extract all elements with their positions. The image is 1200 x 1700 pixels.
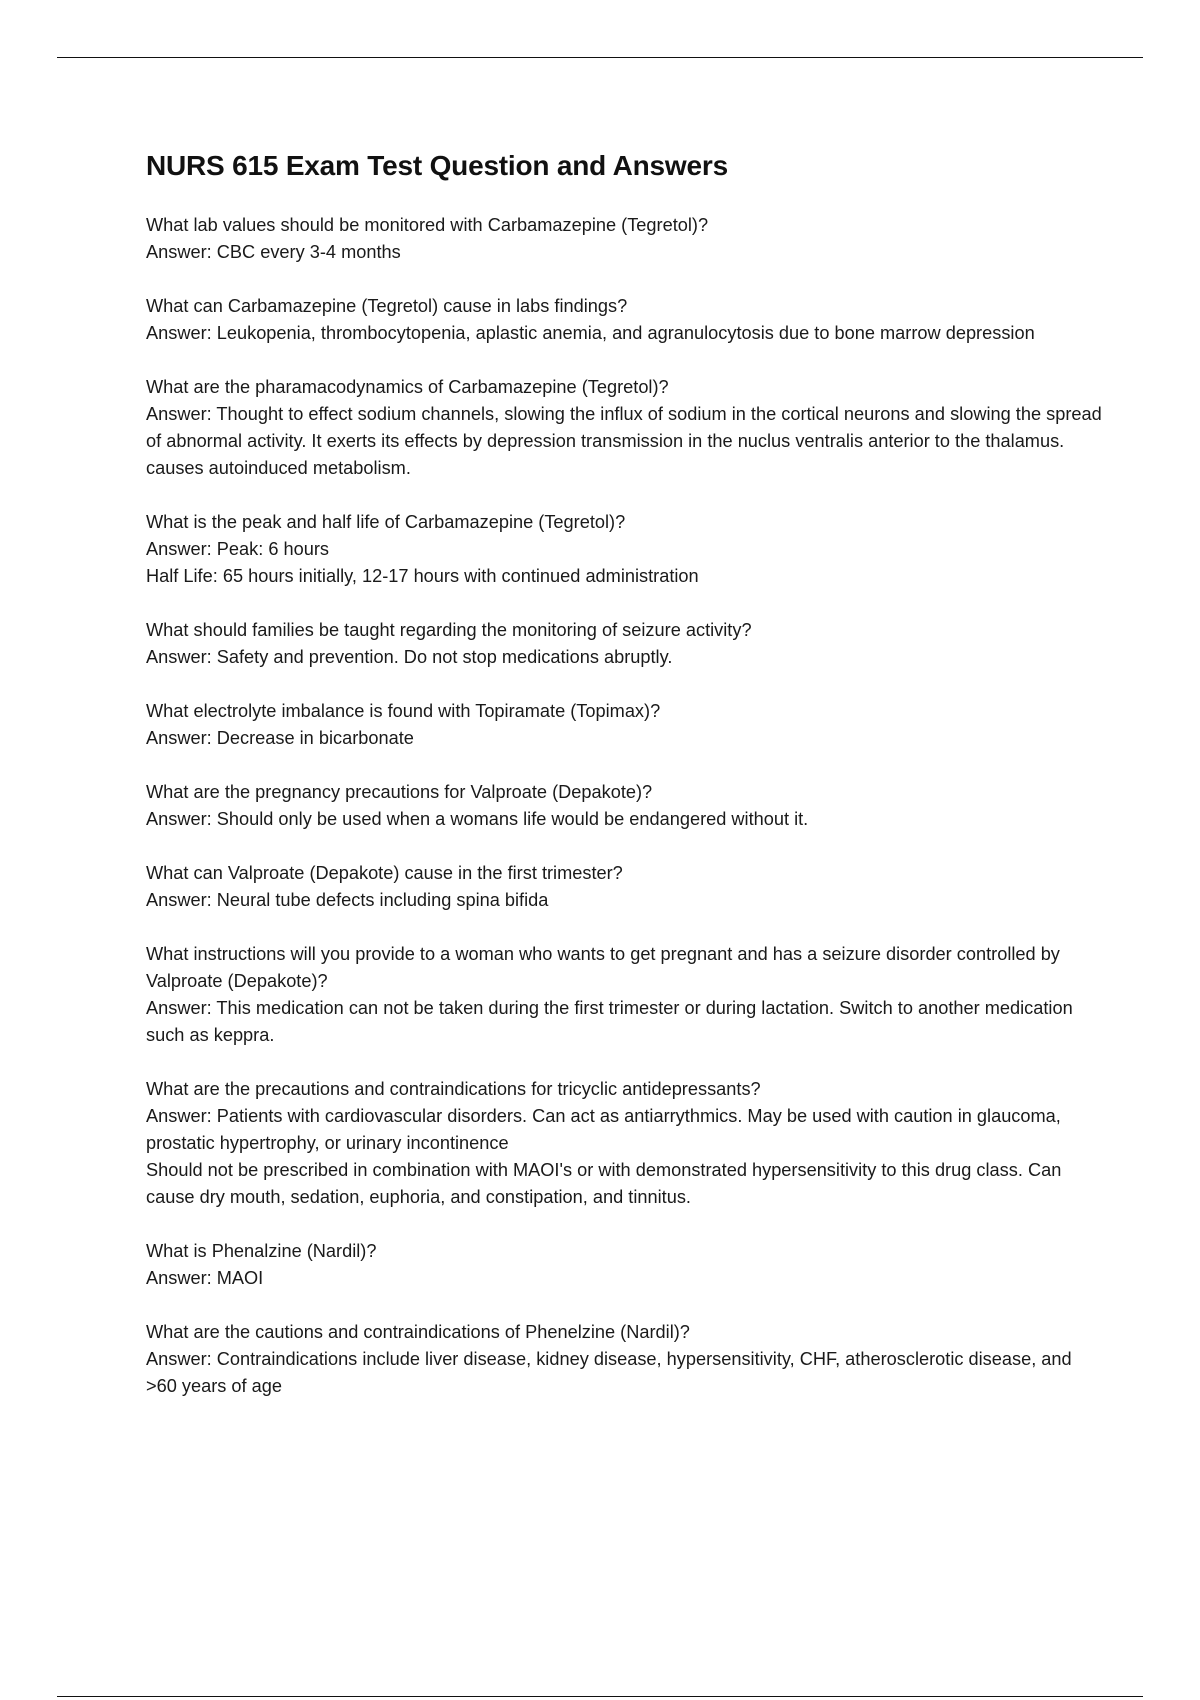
question-text: What are the cautions and contraindications of Phenelzine (Nardil)?	[146, 1322, 690, 1342]
bottom-rule	[57, 1696, 1143, 1697]
question-text: What is Phenalzine (Nardil)?	[146, 1241, 377, 1261]
question-text: What are the precautions and contraindications for tricyclic antidepressants?	[146, 1079, 761, 1099]
qa-item	[146, 698, 1106, 752]
question-text: What should families be taught regarding the monitoring of seizure activity?	[146, 620, 752, 640]
qa-item	[146, 779, 1106, 833]
document-body	[146, 140, 1106, 1427]
answer-text: Answer: Leukopenia, thrombocytopenia, aplastic anemia, and agranulocytosis due to bone marrow depression	[146, 323, 1035, 343]
answer-text: Answer: Decrease in bicarbonate	[146, 728, 414, 748]
answer-text: Answer: Should only be used when a womans life would be endangered without it.	[146, 809, 809, 829]
answer-text: Answer: Neural tube defects including spina bifida	[146, 890, 549, 910]
answer-text: Answer: CBC every 3-4 months	[146, 242, 401, 262]
question-text: What lab values should be monitored with Carbamazepine (Tegretol)?	[146, 215, 709, 235]
qa-item	[146, 617, 1106, 671]
answer-text: Answer: Safety and prevention. Do not stop medications abruptly.	[146, 647, 673, 667]
qa-item	[146, 1076, 1106, 1211]
page-title: NURS 615 Exam Test Question and Answers	[146, 150, 728, 181]
question-text: What can Carbamazepine (Tegretol) cause in labs findings?	[146, 296, 628, 316]
question-text: What are the pharamacodynamics of Carbamazepine (Tegretol)?	[146, 377, 669, 397]
qa-item	[146, 860, 1106, 914]
question-text: What instructions will you provide to a woman who wants to get pregnant and has a seizure disorder controlled by Valproate (Depakote)?	[146, 944, 1060, 991]
answer-text: Answer: MAOI	[146, 1268, 264, 1288]
qa-item	[146, 941, 1106, 1049]
qa-item	[146, 1319, 1106, 1400]
question-text: What is the peak and half life of Carbamazepine (Tegretol)?	[146, 512, 626, 532]
question-text: What are the pregnancy precautions for Valproate (Depakote)?	[146, 782, 653, 802]
answer-text: Answer: This medication can not be taken during the first trimester or during lactation. Switch to another medication such as keppra.	[146, 998, 1073, 1045]
qa-item	[146, 212, 1106, 266]
answer-text: Answer: Patients with cardiovascular disorders. Can act as antiarrythmics. May be used with caution in glaucoma, prostatic hypertrophy, or urinary incontinence Should not be prescribed in combination with MAOI's or with demonstrated hypersensitivity to this drug class. Can cause dry mouth, sedation, euphoria, and constipation, and tinnitus.	[146, 1106, 1062, 1207]
qa-item	[146, 293, 1106, 347]
qa-item	[146, 509, 1106, 590]
qa-item	[146, 1238, 1106, 1292]
top-rule	[57, 57, 1143, 58]
answer-text: Answer: Peak: 6 hours Half Life: 65 hours initially, 12-17 hours with continued administration	[146, 539, 699, 586]
answer-text: Answer: Thought to effect sodium channels, slowing the influx of sodium in the cortical neurons and slowing the spread of abnormal activity. It exerts its effects by depression transmission in the nuclus ventralis anterior to the thalamus. causes autoinduced metabolism.	[146, 404, 1102, 478]
answer-text: Answer: Contraindications include liver disease, kidney disease, hypersensitivity, CHF, atherosclerotic disease, and >60 years of age	[146, 1349, 1072, 1396]
qa-item	[146, 374, 1106, 482]
question-text: What can Valproate (Depakote) cause in the first trimester?	[146, 863, 623, 883]
question-text: What electrolyte imbalance is found with Topiramate (Topimax)?	[146, 701, 661, 721]
